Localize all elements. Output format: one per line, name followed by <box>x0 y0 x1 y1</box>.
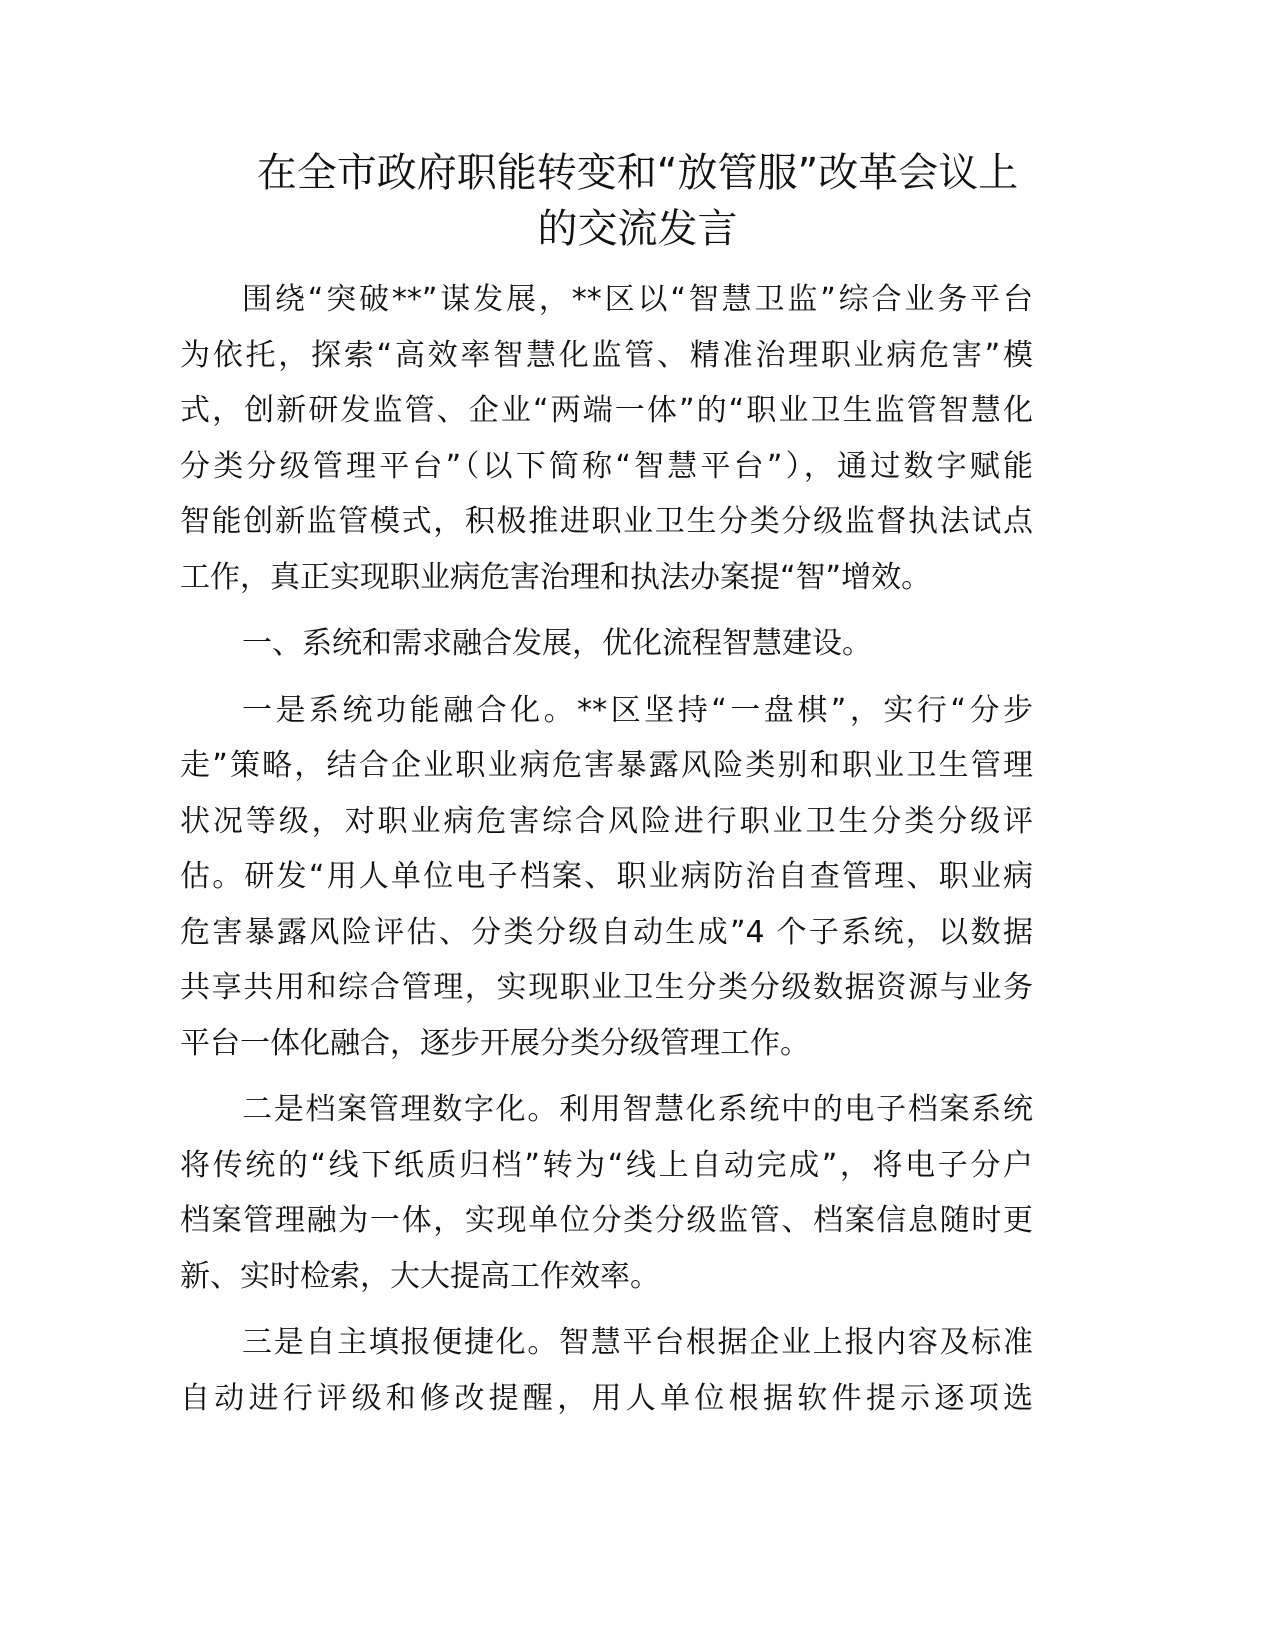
text-line: 共享共用和综合管理，实现职业卫生分类分级数据资源与业务 <box>180 970 1033 1005</box>
text-line: 为依托，探索“高效率智慧化监管、精准治理职业病危害”模 <box>180 337 1033 373</box>
text-line: 自动进行评级和修改提醒，用人单位根据软件提示逐项选 <box>180 1380 1033 1416</box>
text-line: 一、系统和需求融合发展，优化流程智慧建设。 <box>242 626 872 661</box>
paragraph-intro <box>180 272 1033 605</box>
text-line: 估。研发“用人单位电子档案、职业病防治自查管理、职业病 <box>180 859 1033 894</box>
text-line: 平台一体化融合，逐步开展分类分级管理工作。 <box>180 1025 810 1061</box>
text-line: 档案管理融为一体，实现单位分类分级监管、档案信息随时更 <box>180 1203 1033 1238</box>
text-line: 智能创新监管模式，积极推进职业卫生分类分级监督执法试点 <box>180 504 1033 539</box>
text-line: 二是档案管理数字化。利用智慧化系统中的电子档案系统 <box>242 1092 1033 1127</box>
section-heading <box>180 616 1033 672</box>
paragraph-system-integration <box>180 683 1033 1072</box>
text-line: 走”策略，结合企业职业病危害暴露风险类别和职业卫生管理 <box>180 748 1033 783</box>
text-line: 新、实时检索，大大提高工作效率。 <box>180 1258 660 1294</box>
text-line: 一是系统功能融合化。**区坚持“一盘棋”，实行“分步 <box>242 692 1033 728</box>
text-line: 三是自主填报便捷化。智慧平台根据企业上报内容及标准 <box>242 1325 1033 1360</box>
document-body <box>180 272 1033 1437</box>
paragraph-archive-digitization <box>180 1082 1033 1304</box>
text-line: 分类分级管理平台”（以下简称“智慧平台”），通过数字赋能 <box>180 448 1033 484</box>
title-line: 的交流发言 <box>537 206 738 252</box>
text-line: 将传统的“线下纸质归档”转为“线上自动完成”，将电子分户 <box>180 1147 1033 1183</box>
paragraph-self-reporting <box>180 1315 1033 1426</box>
text-line: 式，创新研发监管、企业“两端一体”的“职业卫生监管智慧化 <box>180 393 1033 428</box>
text-line: 工作，真正实现职业病危害治理和执法办案提“智”增效。 <box>180 559 932 595</box>
text-line: 状况等级，对职业病危害综合风险进行职业卫生分类分级评 <box>180 803 1033 839</box>
document-title <box>150 145 1125 257</box>
text-line: 围绕“突破**”谋发展，**区以“智慧卫监”综合业务平台 <box>242 282 1033 317</box>
title-line: 在全市政府职能转变和“放管服”改革会议上 <box>256 150 1019 196</box>
text-line: 危害暴露风险评估、分类分级自动生成”4 个子系统，以数据 <box>180 914 1033 950</box>
